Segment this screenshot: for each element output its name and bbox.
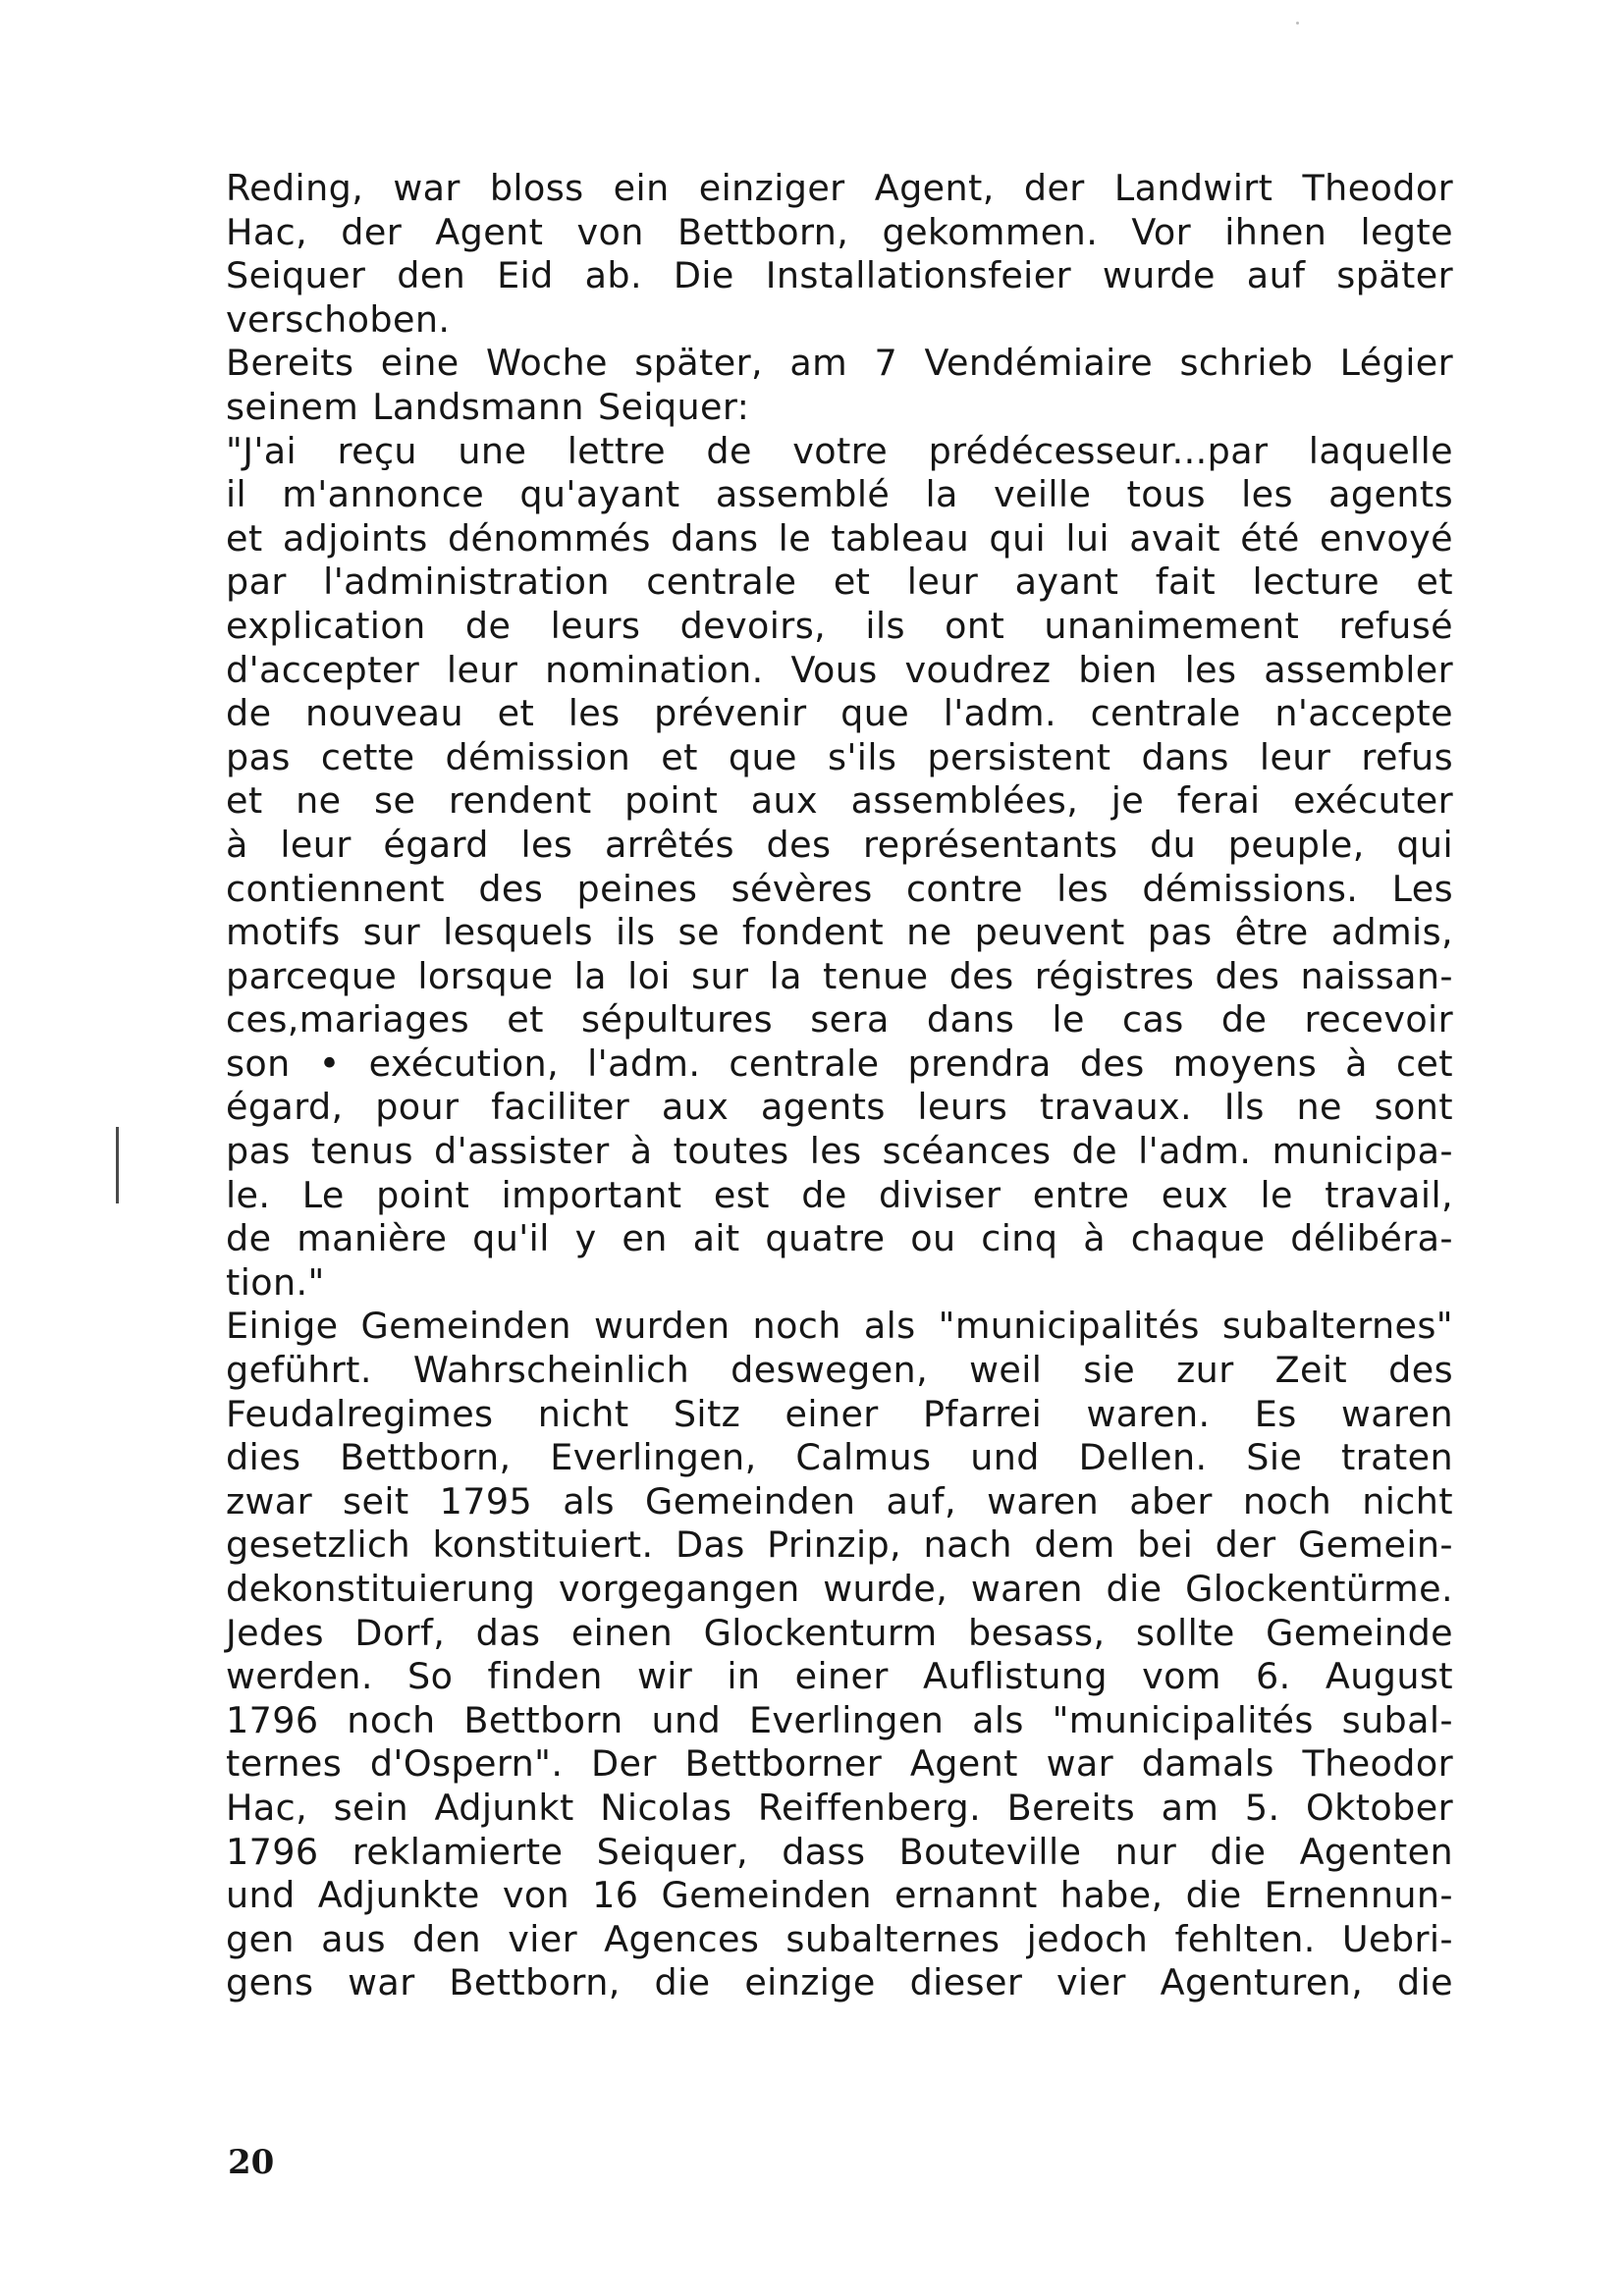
text-line: contiennent des peines sévères contre les démissions. Les bbox=[226, 867, 1453, 910]
text-line: et ne se rendent point aux assemblées, je ferai exécuter bbox=[226, 779, 1453, 823]
text-line: tion." bbox=[226, 1260, 325, 1304]
text-line: et adjoints dénommés dans le tableau qui lui avait été envoyé bbox=[226, 516, 1453, 560]
text-line: Jedes Dorf, das einen Glockenturm besass, sollte Gemeinde bbox=[226, 1611, 1453, 1654]
margin-mark bbox=[116, 1127, 119, 1203]
text-line: par l'administration centrale et leur ayant fait lecture et bbox=[226, 561, 1453, 604]
text-line: Hac, sein Adjunkt Nicolas Reiffenberg. Bereits am 5. Oktober bbox=[226, 1786, 1453, 1829]
scan-speck bbox=[1296, 22, 1299, 25]
text-line: à leur égard les arrêtés des représentants du peuple, qui bbox=[226, 823, 1453, 866]
text-line: werden. So finden wir in einer Auflistung vom 6. August bbox=[226, 1655, 1453, 1698]
text-line: Reding, war bloss ein einziger Agent, der Landwirt Theodor bbox=[226, 167, 1453, 209]
text-line: égard, pour faciliter aux agents leurs travaux. Ils ne sont bbox=[226, 1086, 1453, 1129]
text-line: "J'ai reçu une lettre de votre prédécesseur...par laquelle bbox=[226, 429, 1453, 472]
text-line: gens war Bettborn, die einzige dieser vier Agenturen, die bbox=[226, 1961, 1453, 2004]
text-line: parceque lorsque la loi sur la tenue des régistres des naissan- bbox=[226, 954, 1453, 997]
text-line: Hac, der Agent von Bettborn, gekommen. Vor ihnen legte bbox=[226, 210, 1453, 253]
text-line: 1796 noch Bettborn und Everlingen als "municipalités subal- bbox=[226, 1698, 1453, 1741]
text-line: 1796 reklamierte Seiquer, dass Bouteville nur die Agenten bbox=[226, 1830, 1453, 1873]
text-line: geführt. Wahrscheinlich deswegen, weil sie zur Zeit des bbox=[226, 1349, 1453, 1392]
text-line: Bereits eine Woche später, am 7 Vendémiaire schrieb Légier bbox=[226, 342, 1453, 385]
text-line: und Adjunkte von 16 Gemeinden ernannt habe, die Ernennun- bbox=[226, 1874, 1453, 1917]
text-line: ternes d'Ospern". Der Bettborner Agent war damals Theodor bbox=[226, 1742, 1453, 1786]
text-line: gesetzlich konstituiert. Das Prinzip, nach dem bei der Gemein- bbox=[226, 1523, 1453, 1567]
text-line: Einige Gemeinden wurden noch als "municipalités subalternes" bbox=[226, 1305, 1453, 1348]
text-line: zwar seit 1795 als Gemeinden auf, waren aber noch nicht bbox=[226, 1479, 1453, 1522]
text-line: de manière qu'il y en ait quatre ou cinq à chaque délibéra- bbox=[226, 1217, 1453, 1260]
text-line: Seiquer den Eid ab. Die Installationsfeier wurde auf später bbox=[226, 254, 1453, 297]
text-line: ces,mariages et sépultures sera dans le cas de recevoir bbox=[226, 998, 1453, 1041]
body-text bbox=[226, 167, 1453, 2005]
text-line: son • exécution, l'adm. centrale prendra des moyens à cet bbox=[226, 1041, 1453, 1085]
text-line: gen aus den vier Agences subalternes jedoch fehlten. Uebri- bbox=[226, 1917, 1453, 1960]
text-line: explication de leurs devoirs, ils ont unanimement refusé bbox=[226, 604, 1453, 647]
text-line: seinem Landsmann Seiquer: bbox=[226, 385, 750, 428]
text-line: pas cette démission et que s'ils persistent dans leur refus bbox=[226, 735, 1453, 778]
text-line: Feudalregimes nicht Sitz einer Pfarrei waren. Es waren bbox=[226, 1392, 1453, 1435]
text-line: dekonstituierung vorgegangen wurde, waren die Glockentürme. bbox=[226, 1568, 1453, 1610]
page-number: 20 bbox=[228, 2143, 275, 2182]
text-line: dies Bettborn, Everlingen, Calmus und Dellen. Sie traten bbox=[226, 1436, 1453, 1479]
text-line: motifs sur lesquels ils se fondent ne peuvent pas être admis, bbox=[226, 911, 1453, 954]
text-line: de nouveau et les prévenir que l'adm. centrale n'accepte bbox=[226, 692, 1453, 735]
text-line: d'accepter leur nomination. Vous voudrez bien les assembler bbox=[226, 648, 1453, 691]
text-line: il m'annonce qu'ayant assemblé la veille tous les agents bbox=[226, 473, 1453, 516]
text-line: verschoben. bbox=[226, 297, 451, 341]
text-line: le. Le point important est de diviser entre eux le travail, bbox=[226, 1173, 1453, 1216]
text-line: pas tenus d'assister à toutes les scéances de l'adm. municipa- bbox=[226, 1130, 1453, 1173]
